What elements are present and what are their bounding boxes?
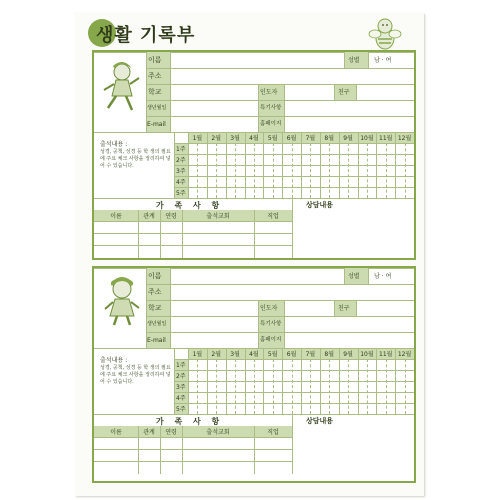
address-label: 주소 — [148, 288, 162, 296]
week-label: 1주 — [176, 362, 186, 369]
month-header-cell: 9월 — [343, 135, 353, 142]
week-label: 4주 — [176, 395, 186, 402]
title-text: 생활 기록부 — [96, 25, 196, 46]
school-label: 학교 — [148, 88, 162, 96]
friend-label: 친구 — [338, 89, 350, 96]
month-header-cell: 2월 — [211, 351, 222, 358]
month-header-cell: 7월 — [305, 135, 316, 142]
attendance-note: 성경, 공책, 성경 등 학 생의 필요에 주요 체크 사항을 정리하여 넣어 수 있습니다. — [100, 365, 171, 385]
month-header-cell: 11월 — [379, 135, 393, 142]
gender-label: 성별 — [348, 57, 360, 64]
name-label: 이름 — [148, 56, 162, 64]
family-col-header: 이름 — [110, 213, 122, 220]
month-header-cell: 2월 — [211, 135, 222, 142]
running-kid-illustration — [100, 60, 142, 112]
month-header-cell: 10월 — [360, 351, 374, 358]
month-header-cell: 8월 — [324, 135, 335, 142]
family-col-header: 관계 — [143, 429, 155, 436]
friend-label: 친구 — [338, 305, 350, 312]
month-header-cell: 12월 — [397, 135, 412, 142]
month-header-cell: 8월 — [324, 351, 335, 358]
family-title: 가 족 사 항 — [156, 201, 224, 210]
family-col-header: 출석교회 — [206, 213, 230, 220]
birth-label: 생년월일 — [147, 105, 167, 111]
week-label: 5주 — [176, 190, 186, 197]
family-col-header: 관계 — [143, 213, 155, 220]
month-header-cell: 1월 — [192, 351, 203, 358]
bee-mascot-icon — [368, 16, 402, 52]
family-col-header: 직업 — [267, 429, 279, 436]
month-header-cell: 1월 — [192, 135, 203, 142]
month-header-cell: 6월 — [286, 135, 297, 142]
email-label: E-mail — [147, 337, 166, 344]
school-label: 학교 — [148, 304, 162, 312]
month-header-cell: 5월 — [267, 135, 278, 142]
attendance-title: 출석내용 : — [100, 141, 128, 148]
month-header-cell: 5월 — [267, 351, 278, 358]
guide-label: 인도자 — [260, 305, 278, 312]
week-label: 4주 — [176, 179, 186, 186]
address-label: 주소 — [148, 72, 162, 80]
month-header-cell: 4월 — [249, 135, 259, 142]
special-label: 특기사항 — [260, 105, 282, 111]
family-col-header: 이름 — [110, 429, 122, 436]
attendance-title: 출석내용 : — [100, 357, 128, 364]
month-header-cell: 4월 — [249, 351, 259, 358]
email-label: E-mail — [147, 121, 166, 128]
week-label: 2주 — [176, 157, 186, 164]
week-label: 3주 — [176, 384, 186, 391]
family-title: 가 족 사 항 — [156, 417, 224, 426]
month-header-cell: 10월 — [360, 135, 374, 142]
gender-label: 성별 — [348, 273, 360, 280]
guide-label: 인도자 — [260, 89, 278, 96]
counsel-title: 상담내용 — [306, 417, 334, 425]
month-header-cell: 11월 — [379, 351, 393, 358]
month-header-cell: 6월 — [286, 351, 297, 358]
month-header-cell: 7월 — [305, 351, 316, 358]
family-col-header: 연령 — [165, 429, 177, 436]
week-label: 3주 — [176, 168, 186, 175]
month-header-cell: 12월 — [397, 351, 412, 358]
month-header-cell: 3월 — [230, 135, 240, 142]
gender-options: 남 · 여 — [374, 57, 392, 64]
special-label: 특기사항 — [260, 321, 282, 327]
week-label: 2주 — [176, 373, 186, 380]
record-section-1 — [92, 50, 416, 260]
girl-illustration — [102, 276, 142, 326]
attendance-note: 성경, 공책, 성경 등 학 생의 필요에 주요 체크 사항을 정리하여 넣어 수 있습니다. — [100, 149, 171, 169]
counsel-title: 상담내용 — [306, 201, 334, 209]
month-header-cell: 9월 — [343, 351, 353, 358]
family-col-header: 출석교회 — [206, 429, 230, 436]
family-col-header: 직업 — [267, 213, 279, 220]
month-header-cell: 3월 — [230, 351, 240, 358]
gender-options: 남 · 여 — [374, 273, 392, 280]
record-section-2 — [92, 266, 416, 483]
week-label: 5주 — [176, 406, 186, 413]
week-label: 1주 — [176, 146, 186, 153]
birth-label: 생년월일 — [147, 321, 167, 327]
family-col-header: 연령 — [165, 213, 177, 220]
name-label: 이름 — [148, 272, 162, 280]
homepage-label: 홈페이지 — [260, 337, 282, 343]
homepage-label: 홈페이지 — [260, 121, 282, 127]
